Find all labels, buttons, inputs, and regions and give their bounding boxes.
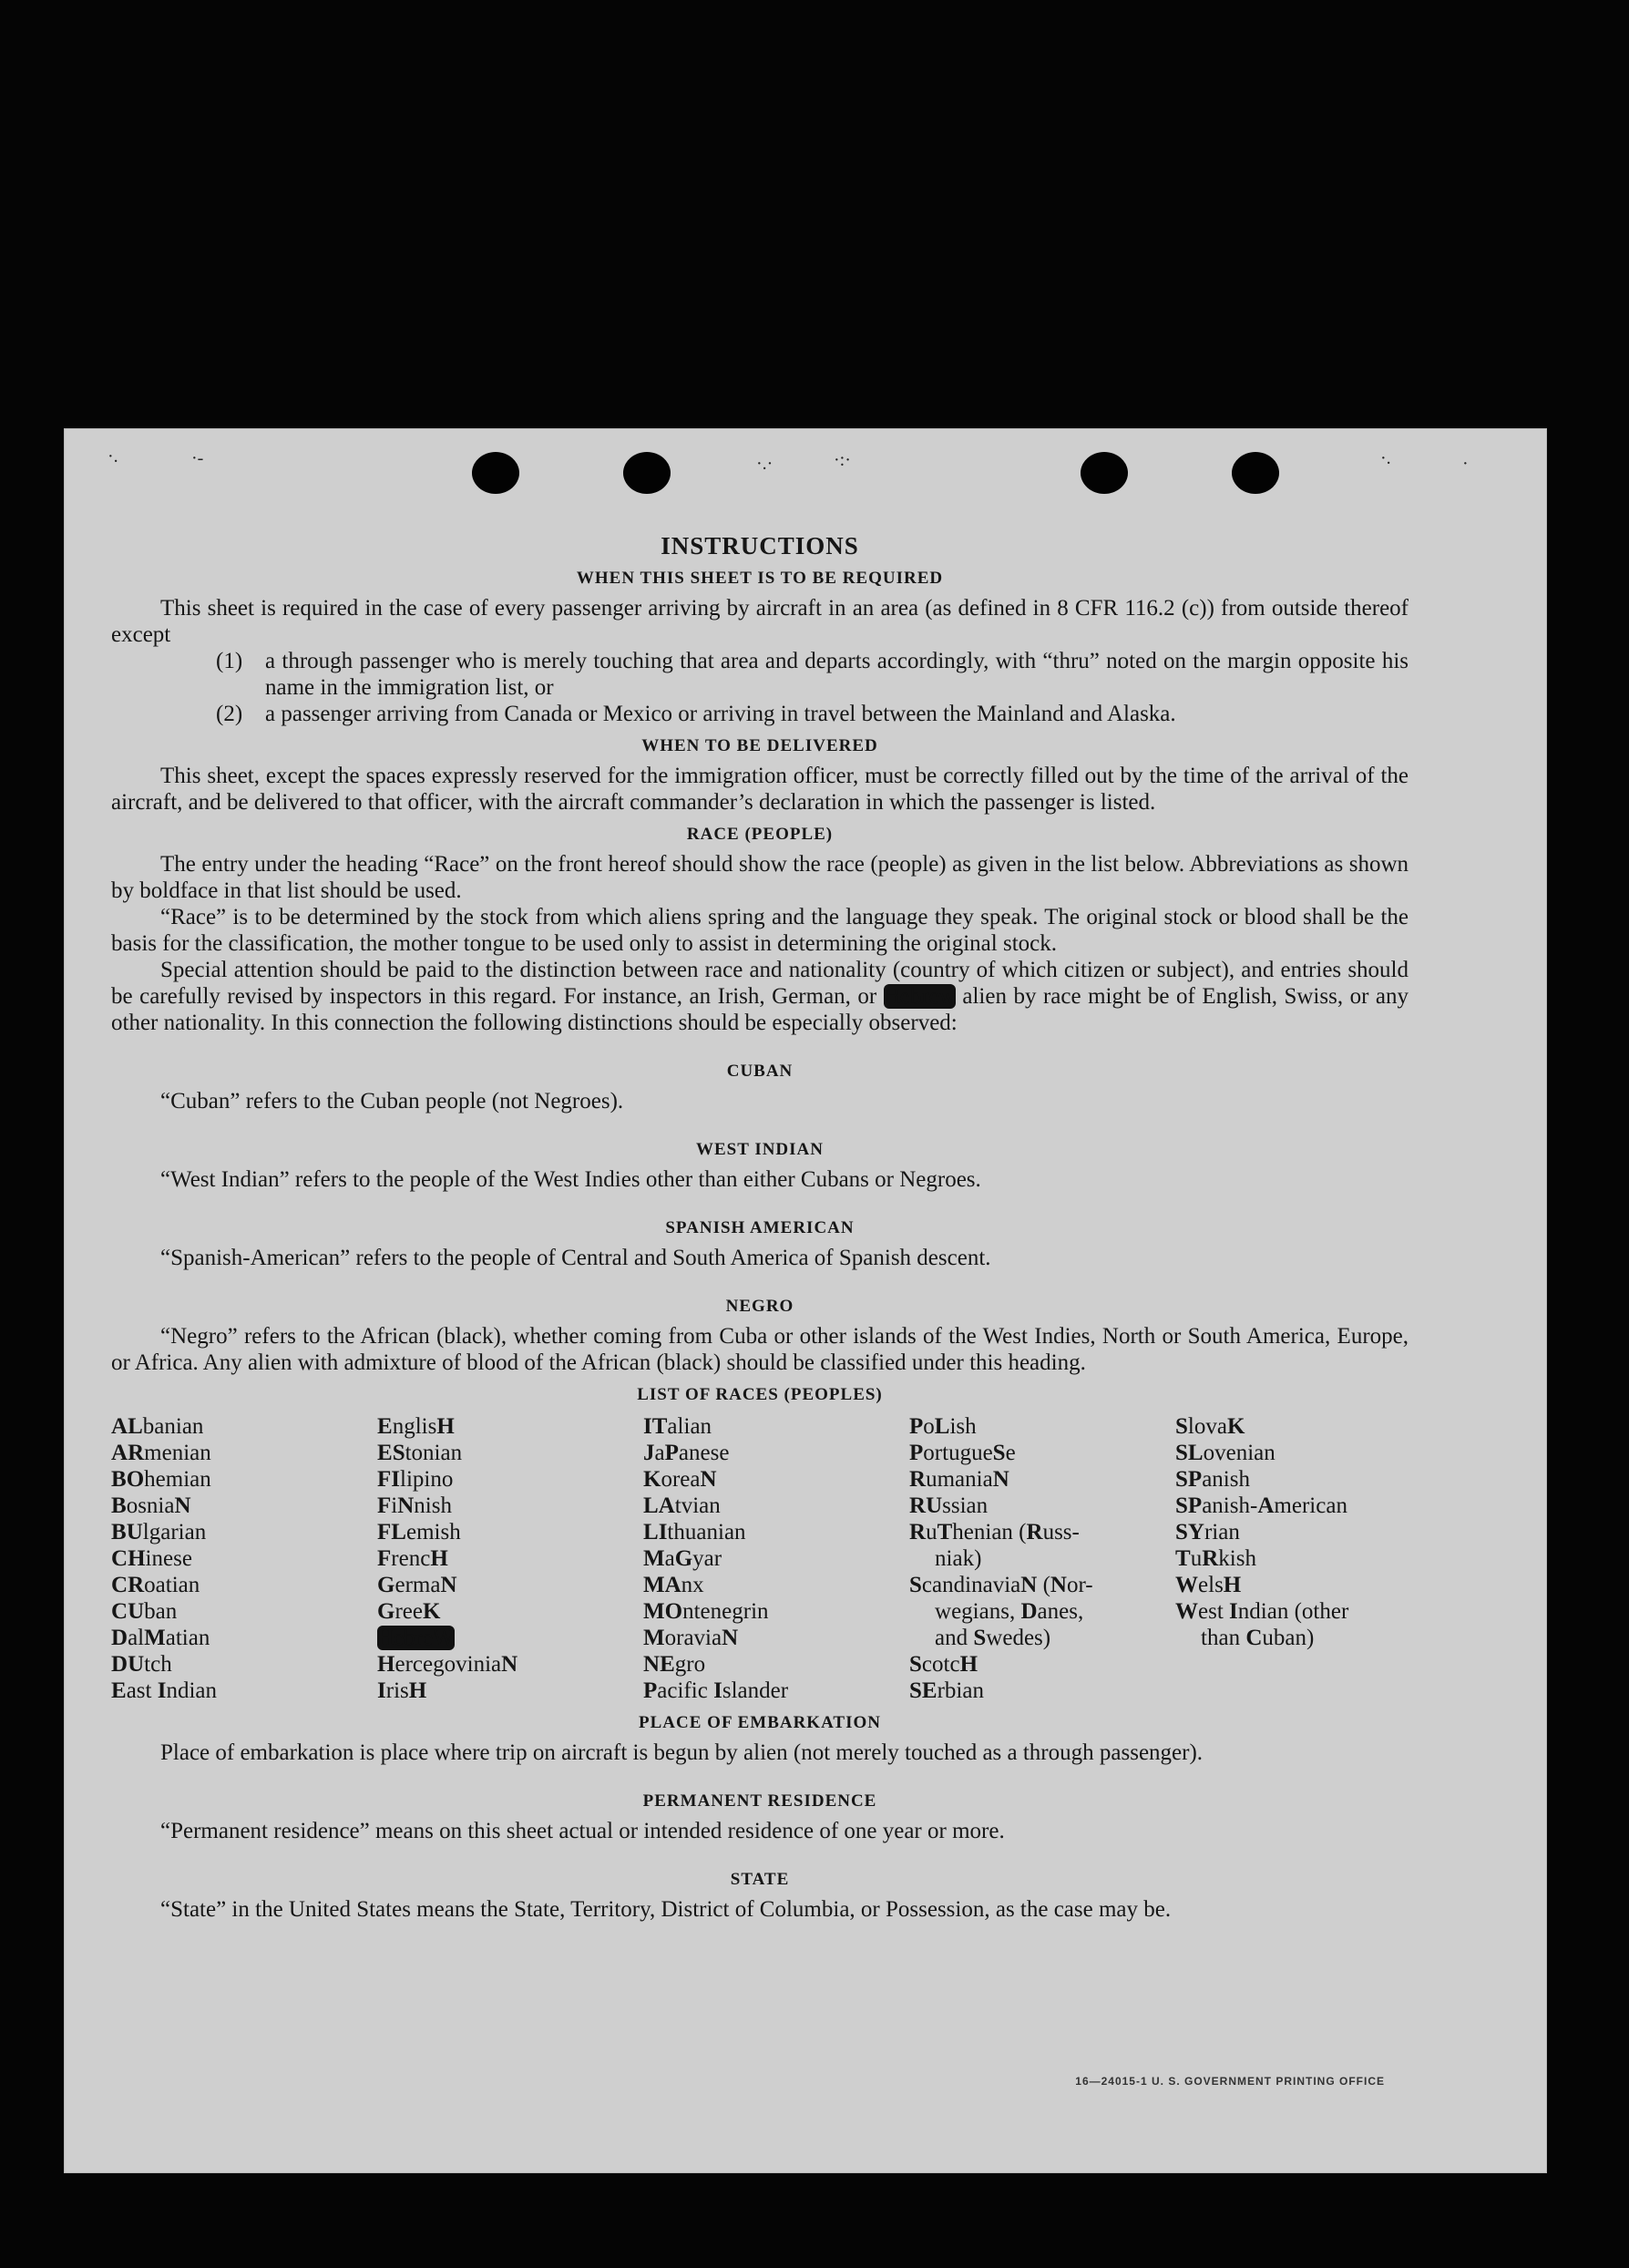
race-entry: RumaniaN [909, 1467, 1009, 1492]
race-entry: DalMatian [111, 1626, 210, 1650]
race-column [1175, 1413, 1409, 1704]
section-heading: WEST INDIAN [696, 1140, 824, 1159]
paragraph: “Permanent residence” means on this sheet actual or intended residence of one year or more. [160, 1819, 1005, 1843]
item-number: (2) [216, 702, 243, 726]
paragraph: “Negro” refers to the African (black), whether coming from Cuba or other islands of the West Indies, North or South America, Europe, or Africa. Any alien with admixture of blood of the African (black) should be classified under this heading. [111, 1324, 1409, 1375]
race-entry: East Indian [111, 1678, 218, 1703]
race-entry: CRoatian [111, 1573, 200, 1597]
race-entry: SErbian [909, 1678, 984, 1703]
race-entry: HercegoviniaN [377, 1652, 518, 1677]
race-entry: PortugueSe [909, 1441, 1016, 1465]
section-heading: WHEN THIS SHEET IS TO BE REQUIRED [576, 569, 944, 588]
race-column [111, 1413, 377, 1704]
race-entry: West Indian (other [1175, 1599, 1349, 1624]
paragraph-part: alien by race might be of English, Swiss, or any other nationality. In this connection the following distinctions should be especially observed: [111, 984, 1409, 1035]
section-heading: SPANISH AMERICAN [665, 1218, 855, 1237]
race-entry: IrisH [377, 1678, 427, 1703]
paragraph: “Race” is to be determined by the stock from which aliens spring and the language they speak. The original stock or blood shall be the basis for the classification, the mother tongue to be used only to assist in determining the original stock. [111, 905, 1409, 956]
race-entry: SYrian [1175, 1520, 1240, 1544]
section-heading: CUBAN [726, 1062, 794, 1081]
speck-mark: · [1462, 454, 1469, 474]
race-entry: NEgro [643, 1652, 706, 1677]
section-heading: PLACE OF EMBARKATION [639, 1713, 881, 1732]
race-entry: than Cuban) [1201, 1626, 1315, 1650]
race-entry: SlovaK [1175, 1414, 1245, 1439]
punch-hole [623, 452, 671, 494]
paragraph: This sheet is required in the case of every passenger arriving by aircraft in an area (as defined in 8 CFR 116.2 (c)) from outside thereof except [111, 596, 1409, 647]
paragraph-part: Special attention should be paid to the distinction between race and nationality (country of which citizen or subject), and entries should be carefully revised by inspectors in this regard. For instance, an Irish, German, or [111, 958, 1409, 1009]
race-entry: GreeK [377, 1599, 441, 1624]
race-entry: PoLish [909, 1414, 977, 1439]
item-text: a passenger arriving from Canada or Mexico or arriving in travel between the Mainland and Alaska. [265, 702, 1176, 726]
punch-hole [1081, 452, 1128, 494]
race-entry: LAtvian [643, 1493, 721, 1518]
race-entry: DUtch [111, 1652, 172, 1677]
race-entry: TuRkish [1175, 1546, 1256, 1571]
paragraph: Place of embarkation is place where trip on aircraft is begun by alien (not merely touched as a through passenger). [160, 1740, 1204, 1765]
print-code: 16—24015-1 U. S. GOVERNMENT PRINTING OFFICE [1075, 2075, 1385, 2088]
item-number: (1) [216, 649, 243, 673]
race-entry: and Swedes) [935, 1626, 1051, 1650]
race-entry: MOntenegrin [643, 1599, 769, 1624]
race-entry: EStonian [377, 1441, 463, 1465]
paragraph: The entry under the heading “Race” on the front hereof should show the race (people) as given in the list below. Abbreviations as shown by boldface in that list should be used. [111, 852, 1409, 903]
speck-mark: ·- [191, 448, 204, 468]
race-entry: JaPanese [643, 1441, 730, 1465]
race-column [377, 1413, 643, 1704]
section-heading: NEGRO [725, 1297, 794, 1316]
race-entry: KoreaN [643, 1467, 717, 1492]
page-title: INSTRUCTIONS [661, 532, 859, 559]
race-entry: FIlipino [377, 1467, 454, 1492]
race-column [643, 1413, 909, 1704]
race-entry: BosniaN [111, 1493, 191, 1518]
paragraph: This sheet, except the spaces expressly reserved for the immigration officer, must be correctly filled out by the time of the arrival of the aircraft, and be delivered to that officer, with the aircraft commander’s declaration in which the passenger is listed. [111, 764, 1409, 815]
race-entry: MoraviaN [643, 1626, 739, 1650]
punch-hole [472, 452, 519, 494]
race-entry: ITalian [643, 1414, 712, 1439]
race-entry: SLovenian [1175, 1441, 1276, 1465]
paragraph: “Cuban” refers to the Cuban people (not Negroes). [160, 1089, 624, 1113]
race-entry: BUlgarian [111, 1520, 207, 1544]
race-entry: MAnx [643, 1573, 704, 1597]
section-heading: LIST OF RACES (PEOPLES) [637, 1385, 883, 1404]
speck-mark: ·. [108, 446, 118, 467]
race-entry: LIthuanian [643, 1520, 746, 1544]
race-entry: CHinese [111, 1546, 192, 1571]
race-entry: ScotcH [909, 1652, 978, 1677]
race-list [111, 1413, 1409, 1704]
race-entry: CUban [111, 1599, 178, 1624]
section-heading: WHEN TO BE DELIVERED [641, 736, 878, 755]
race-entry: HebreW [377, 1626, 455, 1650]
section-heading: RACE (PEOPLE) [686, 825, 834, 844]
paragraph: “State” in the United States means the State, Territory, District of Columbia, or Possession, as the case may be. [160, 1897, 1172, 1922]
race-entry: EnglisH [377, 1414, 455, 1439]
race-entry: MaGyar [643, 1546, 722, 1571]
speck-mark: ·. [1380, 448, 1391, 468]
race-entry: WelsH [1175, 1573, 1242, 1597]
race-entry: RUssian [909, 1493, 989, 1518]
paragraph: “West Indian” refers to the people of the West Indies other than either Cubans or Negroes. [160, 1167, 981, 1192]
race-entry: FLemish [377, 1520, 461, 1544]
race-entry: RuThenian (Russ- [909, 1520, 1080, 1544]
race-entry: niak) [935, 1546, 982, 1571]
list-item [216, 648, 1409, 701]
race-entry: ARmenian [111, 1441, 211, 1465]
item-text: a through passenger who is merely touching that area and departs accordingly, with “thru” noted on the margin opposite his name in the immigration list, or [265, 649, 1409, 700]
race-entry: SPanish-American [1175, 1493, 1347, 1518]
race-entry: FiNnish [377, 1493, 452, 1518]
speck-mark: ·.· [756, 454, 774, 474]
punch-hole [1232, 452, 1279, 494]
race-entry: wegians, Danes, [935, 1599, 1084, 1624]
race-entry: ALbanian [111, 1414, 204, 1439]
instruction-sheet [64, 428, 1547, 2173]
race-column [909, 1413, 1175, 1704]
race-entry: Pacific Islander [643, 1678, 789, 1703]
instructions-content [111, 533, 1409, 1923]
paragraph [111, 957, 1409, 1036]
list-item [216, 701, 1409, 727]
section-heading: STATE [730, 1870, 790, 1889]
race-entry: FrencH [377, 1546, 448, 1571]
race-entry: GermaN [377, 1573, 457, 1597]
speck-mark: ·:· [834, 450, 851, 470]
section-heading: PERMANENT RESIDENCE [642, 1791, 877, 1811]
paragraph: “Spanish-American” refers to the people of Central and South America of Spanish descent. [160, 1246, 991, 1270]
redacted-word: Hebrew [883, 984, 956, 1009]
race-entry: SPanish [1175, 1467, 1250, 1492]
race-entry: BOhemian [111, 1467, 211, 1492]
race-entry: ScandinaviaN (Nor- [909, 1573, 1093, 1597]
